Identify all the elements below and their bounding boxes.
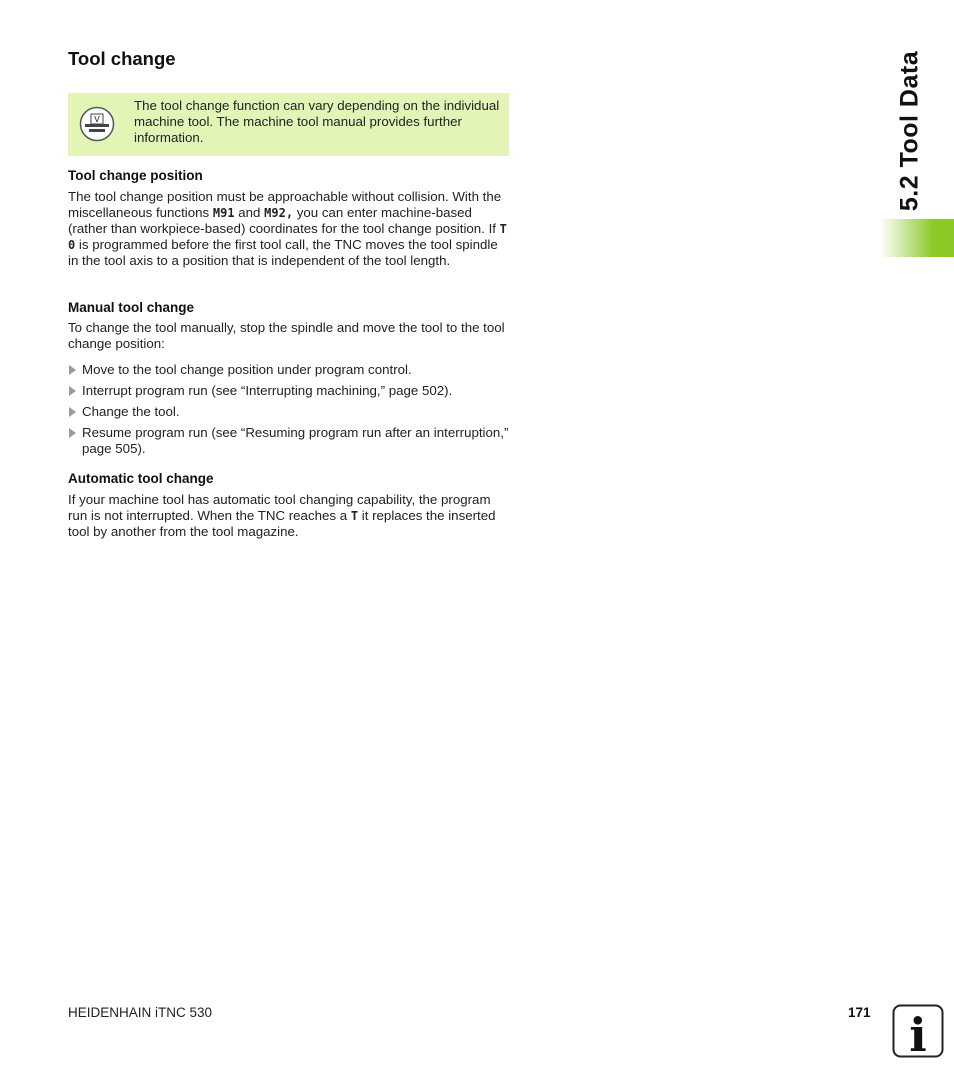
note-icon-letter: V: [94, 115, 100, 124]
chapter-tab: [934, 219, 954, 257]
paragraph-text: and: [234, 205, 265, 220]
arrow-right-icon: [69, 365, 76, 375]
list-item-text: Interrupt program run (see “Interrupting machining,” page 502).: [82, 383, 453, 398]
chapter-tab-gradient: [880, 219, 934, 257]
chapter-side-title: 5.2 Tool Data: [895, 50, 924, 212]
paragraph-text: The tool change position must be approachable without collision. With the miscellaneous functions: [68, 189, 502, 220]
arrow-right-icon: [69, 407, 76, 417]
tool-change-position-paragraph: [68, 189, 510, 269]
paragraph-text: you can enter machine-based (rather than workpiece-based) coordinates for the tool change position. If: [68, 205, 500, 236]
code-t: T: [350, 509, 359, 523]
paragraph-text: it replaces the inserted tool by another from the tool magazine.: [68, 508, 496, 539]
paragraph-text: is programmed before the first tool call, the TNC moves the tool spindle in the tool axis to a position that is independent of the tool length.: [68, 237, 498, 268]
manual-steps-list: [68, 362, 510, 462]
footer-product-name: HEIDENHAIN iTNC 530: [68, 1005, 213, 1020]
list-item: [68, 425, 510, 457]
automatic-tool-change-heading: Automatic tool change: [68, 471, 214, 486]
code-m92: M92,: [264, 206, 294, 220]
info-icon: [892, 1004, 944, 1058]
arrow-right-icon: [69, 428, 76, 438]
code-m91: M91: [212, 206, 235, 220]
arrow-right-icon: [69, 386, 76, 396]
code-t0: T 0: [68, 222, 507, 252]
list-item: [68, 362, 510, 378]
list-item-text: Move to the tool change position under program control.: [82, 362, 412, 377]
list-item-text: Resume program run (see “Resuming program run after an interruption,” page 505).: [82, 425, 509, 456]
manual-tool-change-heading: Manual tool change: [68, 300, 195, 315]
tool-change-position-heading: Tool change position: [68, 168, 203, 183]
page-number: 171: [848, 1005, 871, 1020]
paragraph-text: If your machine tool has automatic tool changing capability, the program run is not interrupted. When the TNC reaches a: [68, 492, 491, 523]
list-item: [68, 404, 510, 420]
section-title: Tool change: [68, 48, 176, 69]
note-text: The tool change function can vary depending on the individual machine tool. The machine tool manual provides further information.: [134, 98, 500, 145]
manual-tool-change-intro: To change the tool manually, stop the spindle and move the tool to the tool change position:: [68, 320, 505, 351]
machine-note-icon: [79, 106, 115, 142]
list-item-text: Change the tool.: [82, 404, 180, 419]
list-item: [68, 383, 510, 399]
automatic-tool-change-paragraph: [68, 492, 510, 540]
info-icon-letter: i: [909, 1008, 927, 1058]
